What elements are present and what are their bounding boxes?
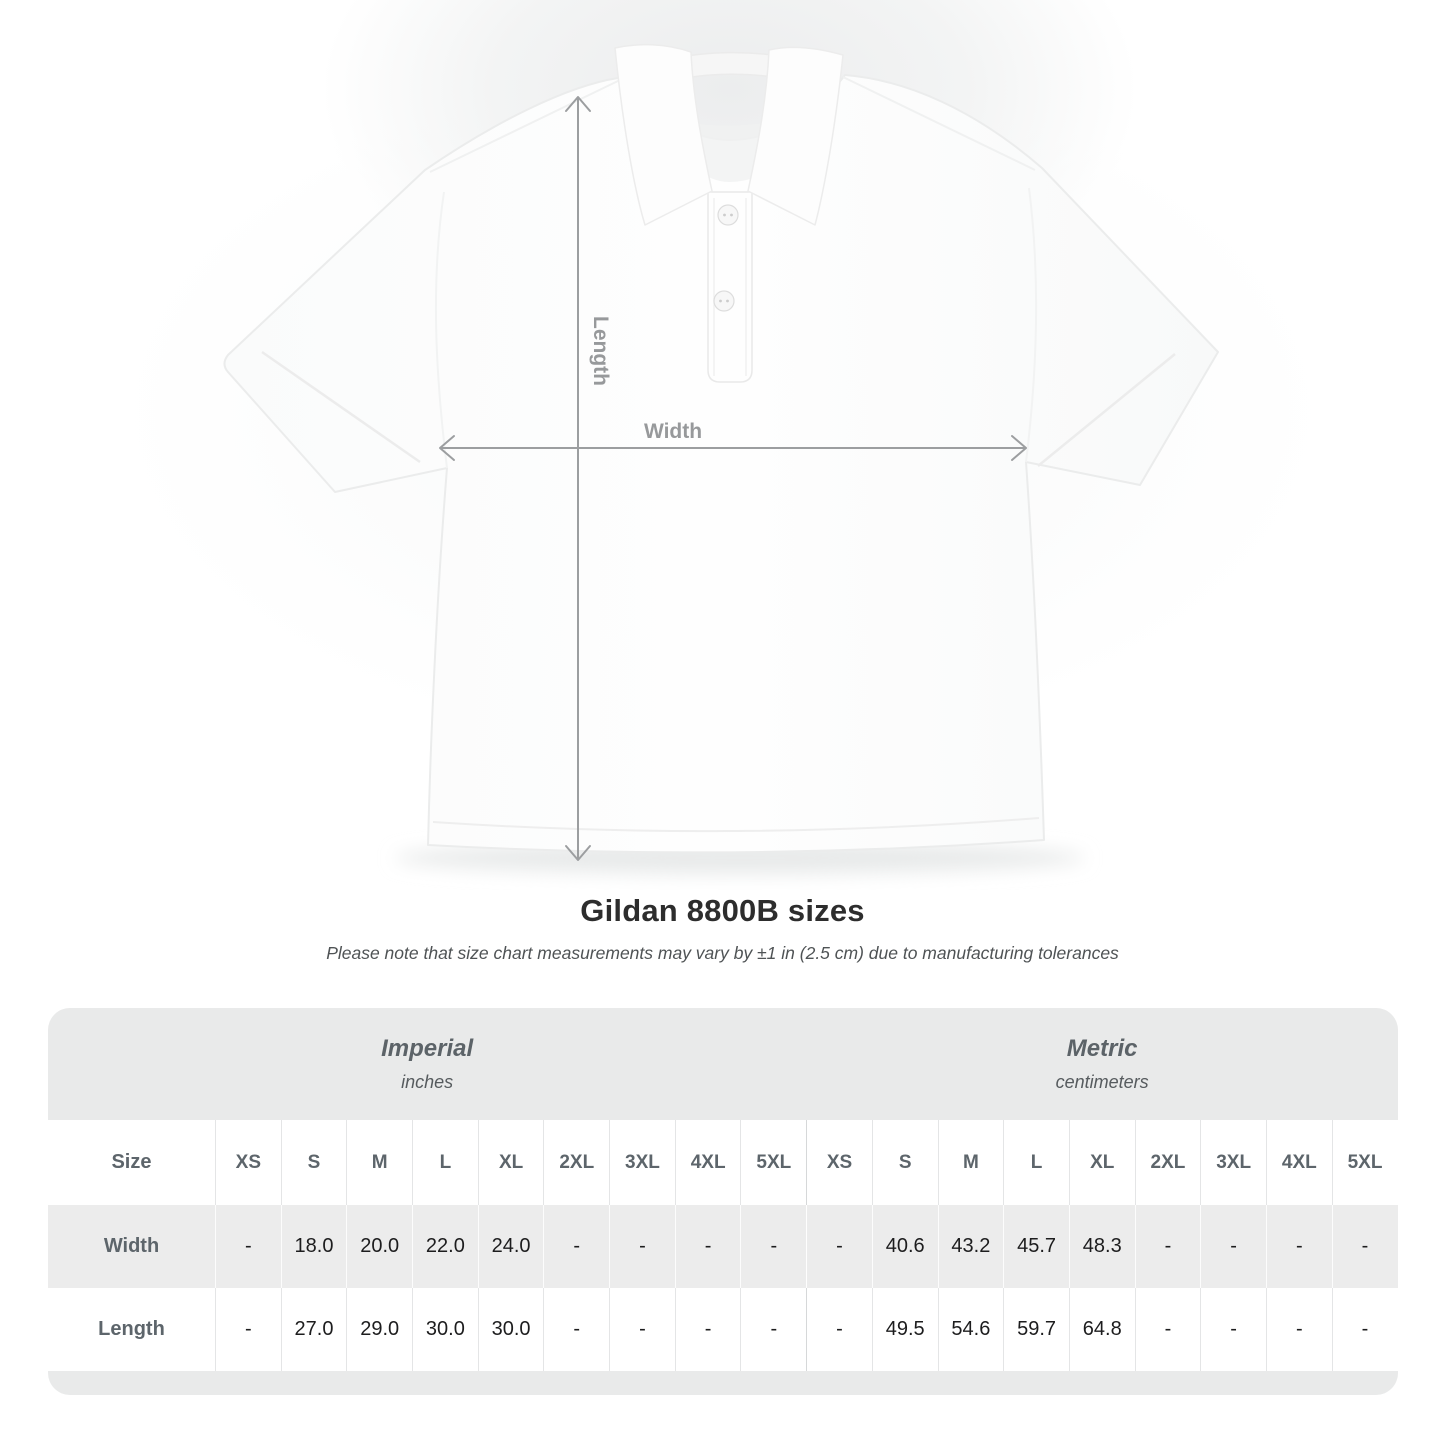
value-cell: - xyxy=(543,1205,609,1288)
value-cell: 49.5 xyxy=(872,1288,938,1371)
table-row-width xyxy=(48,1205,1398,1288)
value-cell: 24.0 xyxy=(478,1205,544,1288)
table-footer-band xyxy=(48,1371,1398,1395)
value-cell: - xyxy=(740,1205,806,1288)
page-title: Gildan 8800B sizes xyxy=(580,893,865,928)
value-cell: 30.0 xyxy=(412,1288,478,1371)
size-header-cell: XL xyxy=(1069,1120,1135,1205)
size-header-cell: XS xyxy=(806,1120,872,1205)
value-cell: 20.0 xyxy=(346,1205,412,1288)
unit-sub-label: centimeters xyxy=(1055,1072,1149,1092)
unit-name: Metric xyxy=(1066,1035,1138,1062)
imperial-unit-header xyxy=(48,1008,806,1120)
size-header-cell: 3XL xyxy=(1200,1120,1266,1205)
value-cell: 43.2 xyxy=(938,1205,1004,1288)
size-header-cell: M xyxy=(346,1120,412,1205)
value-cell: 48.3 xyxy=(1069,1205,1135,1288)
size-header-cell: L xyxy=(412,1120,478,1205)
value-cell: - xyxy=(543,1288,609,1371)
metric-unit-header xyxy=(806,1008,1398,1120)
button xyxy=(714,291,734,311)
value-cell: - xyxy=(1332,1288,1398,1371)
size-header-cell: M xyxy=(938,1120,1004,1205)
button xyxy=(718,205,738,225)
size-header-cell: S xyxy=(281,1120,347,1205)
row-label-cell: Width xyxy=(103,1235,160,1257)
value-cell: - xyxy=(215,1288,281,1371)
value-cell: 22.0 xyxy=(412,1205,478,1288)
value-cell: - xyxy=(1135,1288,1201,1371)
value-cell: - xyxy=(609,1205,675,1288)
size-header-cell: 4XL xyxy=(675,1120,741,1205)
value-cell: - xyxy=(1135,1205,1201,1288)
value-cell: - xyxy=(215,1205,281,1288)
value-cell: 18.0 xyxy=(281,1205,347,1288)
width-arrow-label: Width xyxy=(643,420,703,443)
row-label-cell: Length xyxy=(98,1318,165,1340)
value-cell: - xyxy=(1200,1288,1266,1371)
size-header-cell: XL xyxy=(478,1120,544,1205)
size-header-cell: S xyxy=(872,1120,938,1205)
unit-name: Imperial xyxy=(381,1035,474,1062)
size-header-row xyxy=(48,1120,1398,1205)
value-cell: 29.0 xyxy=(346,1288,412,1371)
value-cell: 54.6 xyxy=(938,1288,1004,1371)
value-cell: 59.7 xyxy=(1003,1288,1069,1371)
value-cell: 45.7 xyxy=(1003,1205,1069,1288)
tolerance-note: Please note that size chart measurements may vary by ±1 in (2.5 cm) due to manufacturing tolerances xyxy=(326,943,1119,963)
value-cell: - xyxy=(675,1205,741,1288)
value-cell: - xyxy=(1332,1205,1398,1288)
size-header-cell: L xyxy=(1003,1120,1069,1205)
value-cell: - xyxy=(806,1288,872,1371)
size-header-cell: 2XL xyxy=(1135,1120,1201,1205)
size-header-cell: 2XL xyxy=(543,1120,609,1205)
unit-sub-label: inches xyxy=(401,1072,454,1092)
length-arrow-label: Length xyxy=(589,316,612,386)
value-cell: - xyxy=(1266,1205,1332,1288)
value-cell: - xyxy=(1266,1288,1332,1371)
heading-block xyxy=(0,893,1445,964)
value-cell: - xyxy=(1200,1205,1266,1288)
value-cell: 64.8 xyxy=(1069,1288,1135,1371)
unit-band xyxy=(48,1008,1398,1120)
table-row-length xyxy=(48,1288,1398,1371)
size-header-cell: 5XL xyxy=(1332,1120,1398,1205)
value-cell: - xyxy=(675,1288,741,1371)
value-cell: - xyxy=(740,1288,806,1371)
value-cell: 27.0 xyxy=(281,1288,347,1371)
size-chart-table xyxy=(48,1008,1398,1395)
value-cell: - xyxy=(806,1205,872,1288)
size-column-header: Size xyxy=(111,1151,152,1173)
size-header-cell: 4XL xyxy=(1266,1120,1332,1205)
value-cell: 40.6 xyxy=(872,1205,938,1288)
size-header-cell: 5XL xyxy=(740,1120,806,1205)
size-header-cell: XS xyxy=(215,1120,281,1205)
polo-shirt-illustration xyxy=(195,10,1250,890)
value-cell: 30.0 xyxy=(478,1288,544,1371)
value-cell: - xyxy=(609,1288,675,1371)
size-header-cell: 3XL xyxy=(609,1120,675,1205)
